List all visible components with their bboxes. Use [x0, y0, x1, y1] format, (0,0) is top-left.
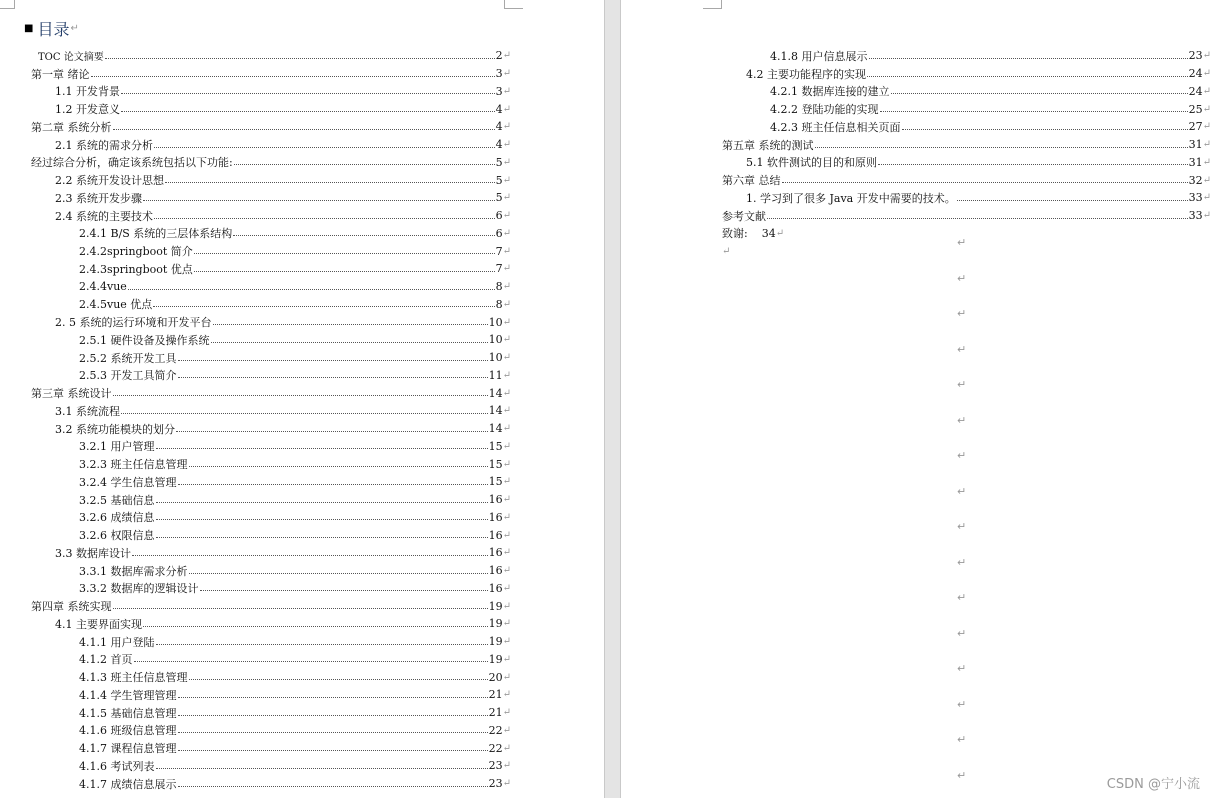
paragraph-mark-icon: ↵ — [503, 743, 511, 754]
toc-entry-title: 2.4 系统的主要技术 — [55, 208, 153, 224]
paragraph-mark-icon: ↵ — [1203, 104, 1211, 115]
toc-dot-leader — [121, 111, 495, 112]
toc-entry[interactable] — [31, 100, 511, 118]
toc-entry-title: 2.3 系统开发步骤 — [55, 190, 142, 206]
toc-entry-title: 4.1.2 首页 — [79, 651, 133, 667]
toc-entry[interactable] — [31, 225, 511, 243]
paragraph-mark-icon: ↵ — [1203, 68, 1211, 79]
toc-entry[interactable] — [722, 207, 1211, 225]
toc-dot-leader — [189, 466, 488, 467]
toc-entry[interactable] — [31, 722, 511, 740]
toc-entry-page: 19 — [489, 635, 503, 648]
paragraph-mark-icon: ↵ — [1203, 50, 1211, 61]
toc-dot-leader — [153, 306, 494, 307]
toc-entry[interactable] — [31, 775, 511, 793]
crop-mark-top-left — [0, 0, 15, 9]
paragraph-mark-icon: ↵ — [503, 370, 511, 381]
toc-dot-leader — [91, 76, 495, 77]
toc-entry[interactable] — [31, 633, 511, 651]
toc-entry-title: 2.5.3 开发工具简介 — [79, 367, 177, 383]
toc-entry[interactable] — [31, 136, 511, 154]
paragraph-mark-icon: ↵ — [503, 210, 511, 221]
paragraph-mark-icon: ↵ — [1203, 139, 1211, 150]
toc-entry-page: 27 — [1189, 120, 1203, 133]
paragraph-mark-icon: ↵ — [1203, 175, 1211, 186]
toc-entry-title: 2.5.2 系统开发工具 — [79, 350, 177, 366]
paragraph-mark-icon: ↵ — [503, 760, 511, 771]
toc-entry[interactable] — [722, 83, 1211, 101]
toc-entry-title: 3.3.1 数据库需求分析 — [79, 563, 188, 579]
toc-entry[interactable] — [31, 615, 511, 633]
toc-dot-leader — [782, 182, 1188, 183]
paragraph-mark-icon: ↵ — [957, 520, 966, 556]
paragraph-mark-icon: ↵ — [503, 423, 511, 434]
toc-dot-leader — [121, 93, 495, 94]
toc-entry-title: 第四章 系统实现 — [31, 598, 112, 614]
paragraph-mark-icon: ↵ — [957, 662, 966, 698]
toc-entry-title: 4.2.3 班主任信息相关页面 — [770, 119, 901, 135]
paragraph-mark-icon: ↵ — [503, 86, 511, 97]
toc-entry-page: 16 — [489, 511, 503, 524]
toc-entry[interactable] — [31, 384, 511, 402]
toc-entry-page: 4 — [496, 138, 503, 151]
toc-dot-leader — [211, 342, 488, 343]
toc-entry[interactable] — [31, 473, 511, 491]
toc-entry-title: 3.3.2 数据库的逻辑设计 — [79, 580, 199, 596]
toc-entry-page: 5 — [496, 174, 503, 187]
toc-entry-title: 4.1.1 用户登陆 — [79, 634, 155, 650]
toc-entry-page: 33 — [1189, 191, 1203, 204]
toc-dot-leader — [154, 147, 495, 148]
toc-entry-title: 2.4.2springboot 简介 — [79, 243, 193, 259]
toc-entry-page: 14 — [489, 387, 503, 400]
toc-entry[interactable] — [31, 597, 511, 615]
paragraph-mark-icon: ↵ — [776, 228, 784, 239]
paragraph-bullet-icon: ■ — [24, 23, 33, 34]
toc-entry[interactable] — [31, 562, 511, 580]
paragraph-mark-icon: ↵ — [503, 565, 511, 576]
toc-entry-page: 22 — [489, 724, 503, 737]
paragraph-mark-icon: ↵ — [503, 530, 511, 541]
toc-dot-leader — [105, 58, 495, 59]
toc-entry[interactable] — [31, 491, 511, 509]
toc-entry-page: 31 — [1189, 156, 1203, 169]
paragraph-mark-icon: ↵ — [1203, 210, 1211, 221]
toc-entry-page: 6 — [496, 227, 503, 240]
empty-paragraphs — [957, 236, 966, 804]
toc-dot-leader — [767, 218, 1188, 219]
toc-entry-title: TOC 论文摘要 — [38, 48, 104, 63]
paragraph-mark-icon: ↵ — [957, 378, 966, 414]
toc-dot-leader — [878, 164, 1188, 165]
paragraph-mark-icon: ↵ — [1203, 157, 1211, 168]
toc-entry[interactable] — [31, 544, 511, 562]
toc-dot-leader — [178, 732, 488, 733]
toc-dot-leader — [156, 644, 488, 645]
toc-entry[interactable] — [31, 526, 511, 544]
paragraph-mark-icon: ↵ — [503, 104, 511, 115]
toc-entry-page: 10 — [489, 351, 503, 364]
toc-entry[interactable] — [31, 278, 511, 296]
paragraph-mark-icon: ↵ — [957, 627, 966, 663]
toc-entry[interactable] — [31, 65, 511, 83]
toc-entry-title: 4.1.3 班主任信息管理 — [79, 669, 188, 685]
toc-entry-title: 3.3 数据库设计 — [55, 545, 131, 561]
toc-entry-title: 第一章 绪论 — [31, 66, 90, 82]
toc-entry-title: 4.1 主要界面实现 — [55, 616, 142, 632]
paragraph-mark-icon: ↵ — [503, 459, 511, 470]
toc-entry-page: 22 — [489, 742, 503, 755]
toc-entry-title: 2.4.3springboot 优点 — [79, 261, 193, 277]
toc-dot-leader — [194, 253, 495, 254]
toc-dot-leader — [902, 129, 1188, 130]
toc-entry-page: 4 — [496, 103, 503, 116]
paragraph-mark-icon: ↵ — [503, 388, 511, 399]
toc-entry-title: 3.2.3 班主任信息管理 — [79, 456, 188, 472]
toc-entry-page: 11 — [489, 369, 503, 382]
toc-entry-title: 第六章 总结 — [722, 172, 781, 188]
toc-entry[interactable] — [722, 189, 1211, 207]
paragraph-mark-icon: ↵ — [503, 157, 511, 168]
toc-entry-page: 33 — [1189, 209, 1203, 222]
toc-entry-title: 4.1.6 班级信息管理 — [79, 722, 177, 738]
toc-entry-page: 19 — [489, 617, 503, 630]
paragraph-mark-icon: ↵ — [503, 246, 511, 257]
paragraph-mark-icon: ↵ — [503, 352, 511, 363]
paragraph-mark-icon: ↵ — [957, 591, 966, 627]
paragraph-mark-icon: ↵ — [503, 654, 511, 665]
toc-entry-title: 4.1.6 考试列表 — [79, 758, 155, 774]
toc-entry-title: 4.1.7 课程信息管理 — [79, 740, 177, 756]
toc-entry[interactable] — [31, 651, 511, 669]
paragraph-mark-icon: ↵ — [957, 449, 966, 485]
toc-entry-page: 23 — [489, 777, 503, 790]
toc-entry-title: 3.2 系统功能模块的划分 — [55, 421, 175, 437]
toc-entry[interactable] — [31, 580, 511, 598]
toc-dot-leader — [143, 200, 495, 201]
toc-entry[interactable] — [31, 739, 511, 757]
toc-entry[interactable] — [31, 296, 511, 314]
toc-entry-title: 3.2.1 用户管理 — [79, 438, 155, 454]
toc-entry[interactable] — [722, 136, 1211, 154]
toc-dot-leader — [113, 129, 495, 130]
crop-mark-top-left — [703, 0, 722, 9]
paragraph-mark-icon: ↵ — [957, 485, 966, 521]
toc-dot-leader — [178, 360, 488, 361]
toc-entry-page: 19 — [489, 600, 503, 613]
toc-entry-page: 10 — [489, 316, 503, 329]
paragraph-mark-icon: ↵ — [957, 236, 966, 272]
crop-mark-top-right — [504, 0, 523, 9]
toc-dot-leader — [132, 555, 488, 556]
toc-entry-page: 6 — [496, 209, 503, 222]
paragraph-mark-icon: ↵ — [503, 583, 511, 594]
paragraph-mark-icon: ↵ — [503, 175, 511, 186]
toc-entry-title: 5.1 软件测试的目的和原则 — [746, 154, 877, 170]
paragraph-mark-icon: ↵ — [503, 547, 511, 558]
document-page-left — [0, 0, 604, 798]
toc-entry-title: 经过综合分析，确定该系统包括以下功能: — [31, 154, 233, 170]
toc-entry-title: 3.2.6 权限信息 — [79, 527, 155, 543]
toc-entry-page: 15 — [489, 458, 503, 471]
paragraph-mark-icon: ↵ — [503, 494, 511, 505]
toc-list-left — [31, 47, 511, 793]
page-gap — [604, 0, 621, 798]
toc-entry[interactable] — [31, 154, 511, 172]
toc-dot-leader — [165, 182, 495, 183]
paragraph-mark-icon: ↵ — [503, 636, 511, 647]
paragraph-mark-icon: ↵ — [503, 512, 511, 523]
toc-entry-page: 24 — [1189, 67, 1203, 80]
toc-dot-leader — [891, 93, 1188, 94]
toc-entry-title: 4.1.5 基础信息管理 — [79, 705, 177, 721]
toc-entry-title: 4.1.7 成绩信息展示 — [79, 776, 177, 792]
toc-dot-leader — [200, 590, 488, 591]
toc-entry-title: 2.4.4vue — [79, 280, 127, 293]
toc-entry-page: 21 — [489, 688, 503, 701]
paragraph-mark-icon: ↵ — [503, 68, 511, 79]
toc-entry[interactable] — [722, 154, 1211, 172]
paragraph-mark-icon: ↵ — [957, 343, 966, 379]
toc-entry-page: 16 — [489, 564, 503, 577]
paragraph-mark-icon: ↵ — [957, 769, 966, 804]
toc-dot-leader — [189, 679, 488, 680]
toc-entry[interactable] — [722, 100, 1211, 118]
toc-entry[interactable] — [722, 47, 1211, 65]
toc-dot-leader — [957, 200, 1188, 201]
toc-entry[interactable] — [722, 65, 1211, 83]
toc-entry-page: 10 — [489, 333, 503, 346]
toc-entry[interactable] — [722, 225, 1211, 243]
toc-entry-title: 1.2 开发意义 — [55, 101, 120, 117]
toc-entry-page: 15 — [489, 440, 503, 453]
toc-dot-leader — [867, 76, 1188, 77]
toc-dot-leader — [154, 218, 495, 219]
paragraph-mark-icon: ↵ — [503, 441, 511, 452]
paragraph-mark-icon: ↵ — [503, 725, 511, 736]
toc-entry[interactable] — [31, 668, 511, 686]
toc-dot-leader — [178, 786, 488, 787]
toc-entry[interactable] — [722, 118, 1211, 136]
toc-dot-leader — [176, 431, 488, 432]
toc-entry-page: 2 — [496, 49, 503, 62]
paragraph-mark-icon: ↵ — [503, 405, 511, 416]
paragraph-mark-icon: ↵ — [1203, 86, 1211, 97]
paragraph-mark-icon: ↵ — [503, 281, 511, 292]
toc-entry-page: 8 — [496, 280, 503, 293]
paragraph-mark-icon: ↵ — [503, 263, 511, 274]
toc-entry-title: 4.2 主要功能程序的实现 — [746, 66, 866, 82]
toc-entry-page: 20 — [489, 671, 503, 684]
toc-entry-title: 1. 学习到了很多 Java 开发中需要的技术。 — [746, 190, 956, 206]
toc-entry-page: 7 — [496, 245, 503, 258]
toc-entry-title: 2.2 系统开发设计思想 — [55, 172, 164, 188]
toc-entry-page: 19 — [489, 653, 503, 666]
toc-entry[interactable] — [31, 313, 511, 331]
paragraph-mark-icon: ↵ — [503, 121, 511, 132]
toc-entry-title: 1.1 开发背景 — [55, 83, 120, 99]
toc-entry-page: 16 — [489, 493, 503, 506]
toc-entry-page: 23 — [489, 759, 503, 772]
toc-entry[interactable] — [31, 242, 511, 260]
toc-entry-title: 3.2.4 学生信息管理 — [79, 474, 177, 490]
toc-entry-page: 16 — [489, 582, 503, 595]
toc-dot-leader — [178, 377, 488, 378]
toc-entry-page: 16 — [489, 529, 503, 542]
toc-entry-page: 34 — [762, 227, 776, 240]
toc-entry-page: 5 — [496, 156, 503, 169]
toc-entry-page: 3 — [496, 67, 503, 80]
toc-entry-title: 4.1.4 学生管理管理 — [79, 687, 177, 703]
toc-dot-leader — [156, 448, 488, 449]
paragraph-mark-icon: ↵ — [503, 689, 511, 700]
toc-entry-title: 第五章 系统的测试 — [722, 137, 814, 153]
paragraph-mark-icon: ↵ — [503, 601, 511, 612]
toc-entry-page: 23 — [1189, 49, 1203, 62]
toc-dot-leader — [880, 111, 1188, 112]
paragraph-mark-icon: ↵ — [957, 272, 966, 308]
toc-dot-leader — [815, 147, 1188, 148]
toc-dot-leader — [143, 626, 488, 627]
toc-entry[interactable] — [31, 420, 511, 438]
toc-entry-title: 2. 5 系统的运行环境和开发平台 — [55, 314, 212, 330]
toc-entry-page: 4 — [496, 120, 503, 133]
toc-dot-leader — [233, 235, 494, 236]
watermark: CSDN @宁小流 — [1107, 773, 1200, 792]
toc-entry-page: 14 — [489, 404, 503, 417]
toc-entry[interactable] — [31, 686, 511, 704]
toc-entry-page: 32 — [1189, 174, 1203, 187]
toc-entry-title: 2.4.1 B/S 系统的三层体系结构 — [79, 225, 232, 241]
toc-dot-leader — [213, 324, 488, 325]
toc-entry[interactable] — [31, 171, 511, 189]
toc-entry[interactable] — [31, 331, 511, 349]
paragraph-mark-icon: ↵ — [503, 50, 511, 61]
paragraph-mark-icon: ↵ — [503, 707, 511, 718]
toc-dot-leader — [178, 697, 488, 698]
toc-entry-title: 3.1 系统流程 — [55, 403, 120, 419]
toc-entry[interactable] — [31, 509, 511, 527]
paragraph-mark-icon: ↵ — [722, 246, 730, 257]
toc-dot-leader — [113, 608, 488, 609]
toc-entry[interactable] — [31, 402, 511, 420]
toc-entry-title: 3.2.6 成绩信息 — [79, 509, 155, 525]
toc-entry-title: 致谢: — [722, 225, 748, 241]
toc-title: 目录 — [37, 17, 69, 40]
toc-entry-title: 4.2.1 数据库连接的建立 — [770, 83, 890, 99]
toc-entry[interactable] — [31, 189, 511, 207]
toc-entry-title: 2.1 系统的需求分析 — [55, 137, 153, 153]
toc-entry[interactable] — [31, 83, 511, 101]
toc-dot-leader — [134, 661, 488, 662]
paragraph-mark-icon: ↵ — [503, 192, 511, 203]
toc-entry-title: 2.5.1 硬件设备及操作系统 — [79, 332, 210, 348]
toc-entry-page: 24 — [1189, 85, 1203, 98]
toc-entry[interactable] — [31, 118, 511, 136]
paragraph-mark-icon: ↵ — [957, 733, 966, 769]
toc-entry[interactable] — [31, 704, 511, 722]
paragraph-mark-icon: ↵ — [503, 334, 511, 345]
toc-entry-title: 第三章 系统设计 — [31, 385, 112, 401]
toc-heading — [24, 17, 79, 40]
toc-dot-leader — [178, 484, 488, 485]
toc-entry[interactable] — [31, 47, 511, 65]
toc-dot-leader — [194, 271, 495, 272]
toc-entry-page: 21 — [489, 706, 503, 719]
toc-entry[interactable] — [31, 438, 511, 456]
paragraph-mark-icon: ↵ — [1203, 121, 1211, 132]
toc-entry-title: 参考文献 — [722, 208, 766, 224]
toc-entry-title: 4.1.8 用户信息展示 — [770, 48, 868, 64]
toc-list-right — [722, 47, 1211, 260]
toc-dot-leader — [178, 715, 488, 716]
toc-entry[interactable] — [31, 349, 511, 367]
toc-entry-page: 25 — [1189, 103, 1203, 116]
paragraph-mark-icon: ↵ — [503, 778, 511, 789]
toc-entry[interactable] — [31, 757, 511, 775]
toc-entry-page: 3 — [496, 85, 503, 98]
paragraph-mark-icon: ↵ — [957, 414, 966, 450]
paragraph-mark-icon: ↵ — [1203, 192, 1211, 203]
toc-dot-leader — [156, 502, 488, 503]
toc-entry-page: 7 — [496, 262, 503, 275]
toc-entry-title: 第二章 系统分析 — [31, 119, 112, 135]
toc-dot-leader — [178, 750, 488, 751]
toc-dot-leader — [156, 768, 488, 769]
toc-entry[interactable] — [722, 171, 1211, 189]
paragraph-mark-icon: ↵ — [503, 317, 511, 328]
toc-dot-leader — [156, 519, 488, 520]
toc-entry-title: 3.2.5 基础信息 — [79, 492, 155, 508]
paragraph-mark-icon: ↵ — [503, 299, 511, 310]
toc-entry-page: 14 — [489, 422, 503, 435]
toc-dot-leader — [121, 413, 488, 414]
toc-entry-title: 2.4.5vue 优点 — [79, 296, 152, 312]
toc-dot-leader — [869, 58, 1188, 59]
paragraph-mark-icon: ↵ — [957, 307, 966, 343]
toc-entry[interactable] — [31, 367, 511, 385]
toc-dot-leader — [128, 289, 495, 290]
paragraph-mark-icon: ↵ — [957, 556, 966, 592]
toc-entry-page: 5 — [496, 191, 503, 204]
toc-entry-page: 15 — [489, 475, 503, 488]
toc-entry[interactable] — [31, 260, 511, 278]
paragraph-mark-icon: ↵ — [70, 23, 78, 34]
paragraph-mark-icon: ↵ — [503, 672, 511, 683]
toc-entry[interactable] — [31, 455, 511, 473]
toc-entry-page: 31 — [1189, 138, 1203, 151]
empty-paragraph — [722, 242, 1211, 260]
toc-dot-leader — [234, 164, 495, 165]
toc-dot-leader — [189, 573, 488, 574]
paragraph-mark-icon: ↵ — [957, 698, 966, 734]
paragraph-mark-icon: ↵ — [503, 618, 511, 629]
paragraph-mark-icon: ↵ — [503, 228, 511, 239]
toc-dot-leader — [113, 395, 488, 396]
paragraph-mark-icon: ↵ — [503, 139, 511, 150]
toc-entry[interactable] — [31, 207, 511, 225]
toc-dot-leader — [156, 537, 488, 538]
toc-entry-page: 16 — [489, 546, 503, 559]
toc-entry-page: 8 — [496, 298, 503, 311]
toc-entry-title: 4.2.2 登陆功能的实现 — [770, 101, 879, 117]
paragraph-mark-icon: ↵ — [503, 476, 511, 487]
